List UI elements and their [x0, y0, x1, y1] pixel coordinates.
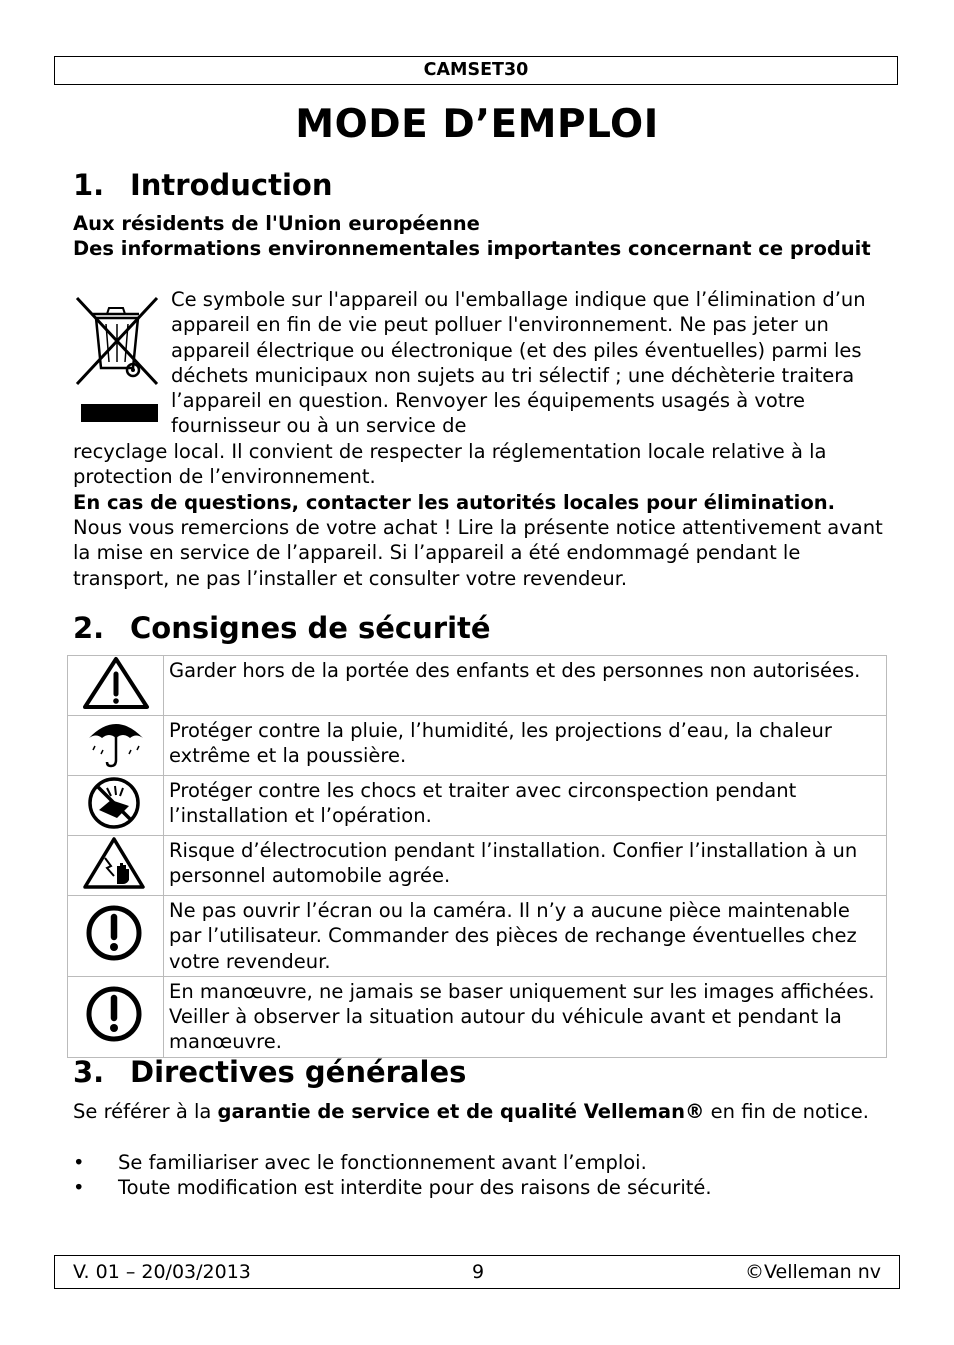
table-row: [68, 836, 887, 896]
eu-heading: Aux résidents de l'Union européenne: [73, 212, 480, 235]
warranty-reference: [73, 1099, 893, 1124]
general-bullet-list: [73, 1150, 893, 1201]
umbrella-icon: [68, 716, 164, 776]
weee-text: Ce symbole sur l'appareil ou l'emballage indique que l’élimination d’un appareil en fin de vie peut polluer l'environnement. Ne pas jeter un appareil électrique ou électronique (et des piles éventuelles) parmi les déchets municipaux non sujets au tri sélectif ; une déchèterie traitera l’appareil en question. Renvoyer les équipements usagés à votre fournisseur ou à un service de: [171, 288, 866, 438]
list-item-text: Toute modification est interdite pour des raisons de sécurité.: [118, 1176, 712, 1200]
footer: [54, 1255, 900, 1289]
section-heading-safety: [73, 610, 491, 646]
fragile-shock-icon: [68, 776, 164, 836]
section-number: 2.: [73, 611, 105, 645]
weee-text-continued: recyclage local. Il convient de respecter la réglementation locale relative à la protection de l’environnement.: [73, 440, 827, 489]
section-heading-general: [73, 1054, 466, 1090]
table-row: [68, 656, 887, 716]
list-item-text: Se familiariser avec le fonctionnement avant l’emploi.: [118, 1151, 647, 1174]
footer-copyright: ©Velleman nv: [745, 1261, 881, 1283]
list-item: [73, 1175, 893, 1200]
section-title: Directives générales: [130, 1055, 467, 1089]
bullet-icon: •: [73, 1151, 85, 1174]
questions-notice: En cas de questions, contacter les autorités locales pour élimination.: [73, 491, 836, 514]
section-title: Consignes de sécurité: [130, 611, 491, 645]
safety-text: Ne pas ouvrir l’écran ou la caméra. Il n’y a aucune pièce maintenable par l’utilisateur. Commander des pièces de rechange éventuelles chez votre revendeur.: [164, 896, 887, 977]
env-heading: Des informations environnementales importantes concernant ce produit: [73, 237, 871, 260]
section-title: Introduction: [130, 168, 333, 202]
safety-text: Garder hors de la portée des enfants et des personnes non autorisées.: [164, 656, 887, 716]
exclamation-circle-icon: [68, 896, 164, 977]
table-row: [68, 896, 887, 977]
warranty-suffix: en fin de notice.: [704, 1100, 869, 1123]
footer-page-number: 9: [471, 1261, 485, 1283]
list-item: [73, 1150, 893, 1175]
section-number: 1.: [73, 168, 105, 202]
warning-triangle-icon: [68, 656, 164, 716]
bullet-icon: •: [73, 1176, 85, 1200]
weee-crossed-bin-icon: [73, 290, 163, 430]
table-row: [68, 976, 887, 1057]
table-row: [68, 776, 887, 836]
warranty-link-text: garantie de service et de qualité Velleman®: [217, 1100, 705, 1123]
exclamation-circle-icon: [68, 976, 164, 1057]
electric-shock-hand-icon: [68, 836, 164, 896]
safety-text: Protéger contre la pluie, l’humidité, les projections d’eau, la chaleur extrême et la poussière.: [164, 716, 887, 776]
safety-text: Protéger contre les chocs et traiter avec circonspection pendant l’installation et l’opération.: [164, 776, 887, 836]
safety-text: En manœuvre, ne jamais se baser uniquement sur les images affichées. Veiller à observer la situation autour du véhicule avant et pendant la manœuvre.: [164, 976, 887, 1057]
header-model-box: [54, 56, 898, 85]
section-heading-introduction: [73, 167, 333, 203]
safety-text: Risque d’électrocution pendant l’installation. Confier l’installation à un personnel automobile agrée.: [164, 836, 887, 896]
thanks-paragraph: Nous vous remercions de votre achat ! Lire la présente notice attentivement avant la mise en service de l’appareil. Si l’appareil a été endommagé pendant le transport, ne pas l’installer et consulter votre revendeur.: [73, 516, 883, 590]
safety-table: [67, 655, 887, 1058]
header-model: CAMSET30: [423, 60, 529, 80]
warranty-prefix: Se référer à la: [73, 1100, 218, 1123]
footer-version: V. 01 – 20/03/2013: [73, 1261, 251, 1283]
table-row: [68, 716, 887, 776]
section-number: 3.: [73, 1055, 105, 1089]
page-title: MODE D’EMPLOI: [295, 102, 659, 147]
